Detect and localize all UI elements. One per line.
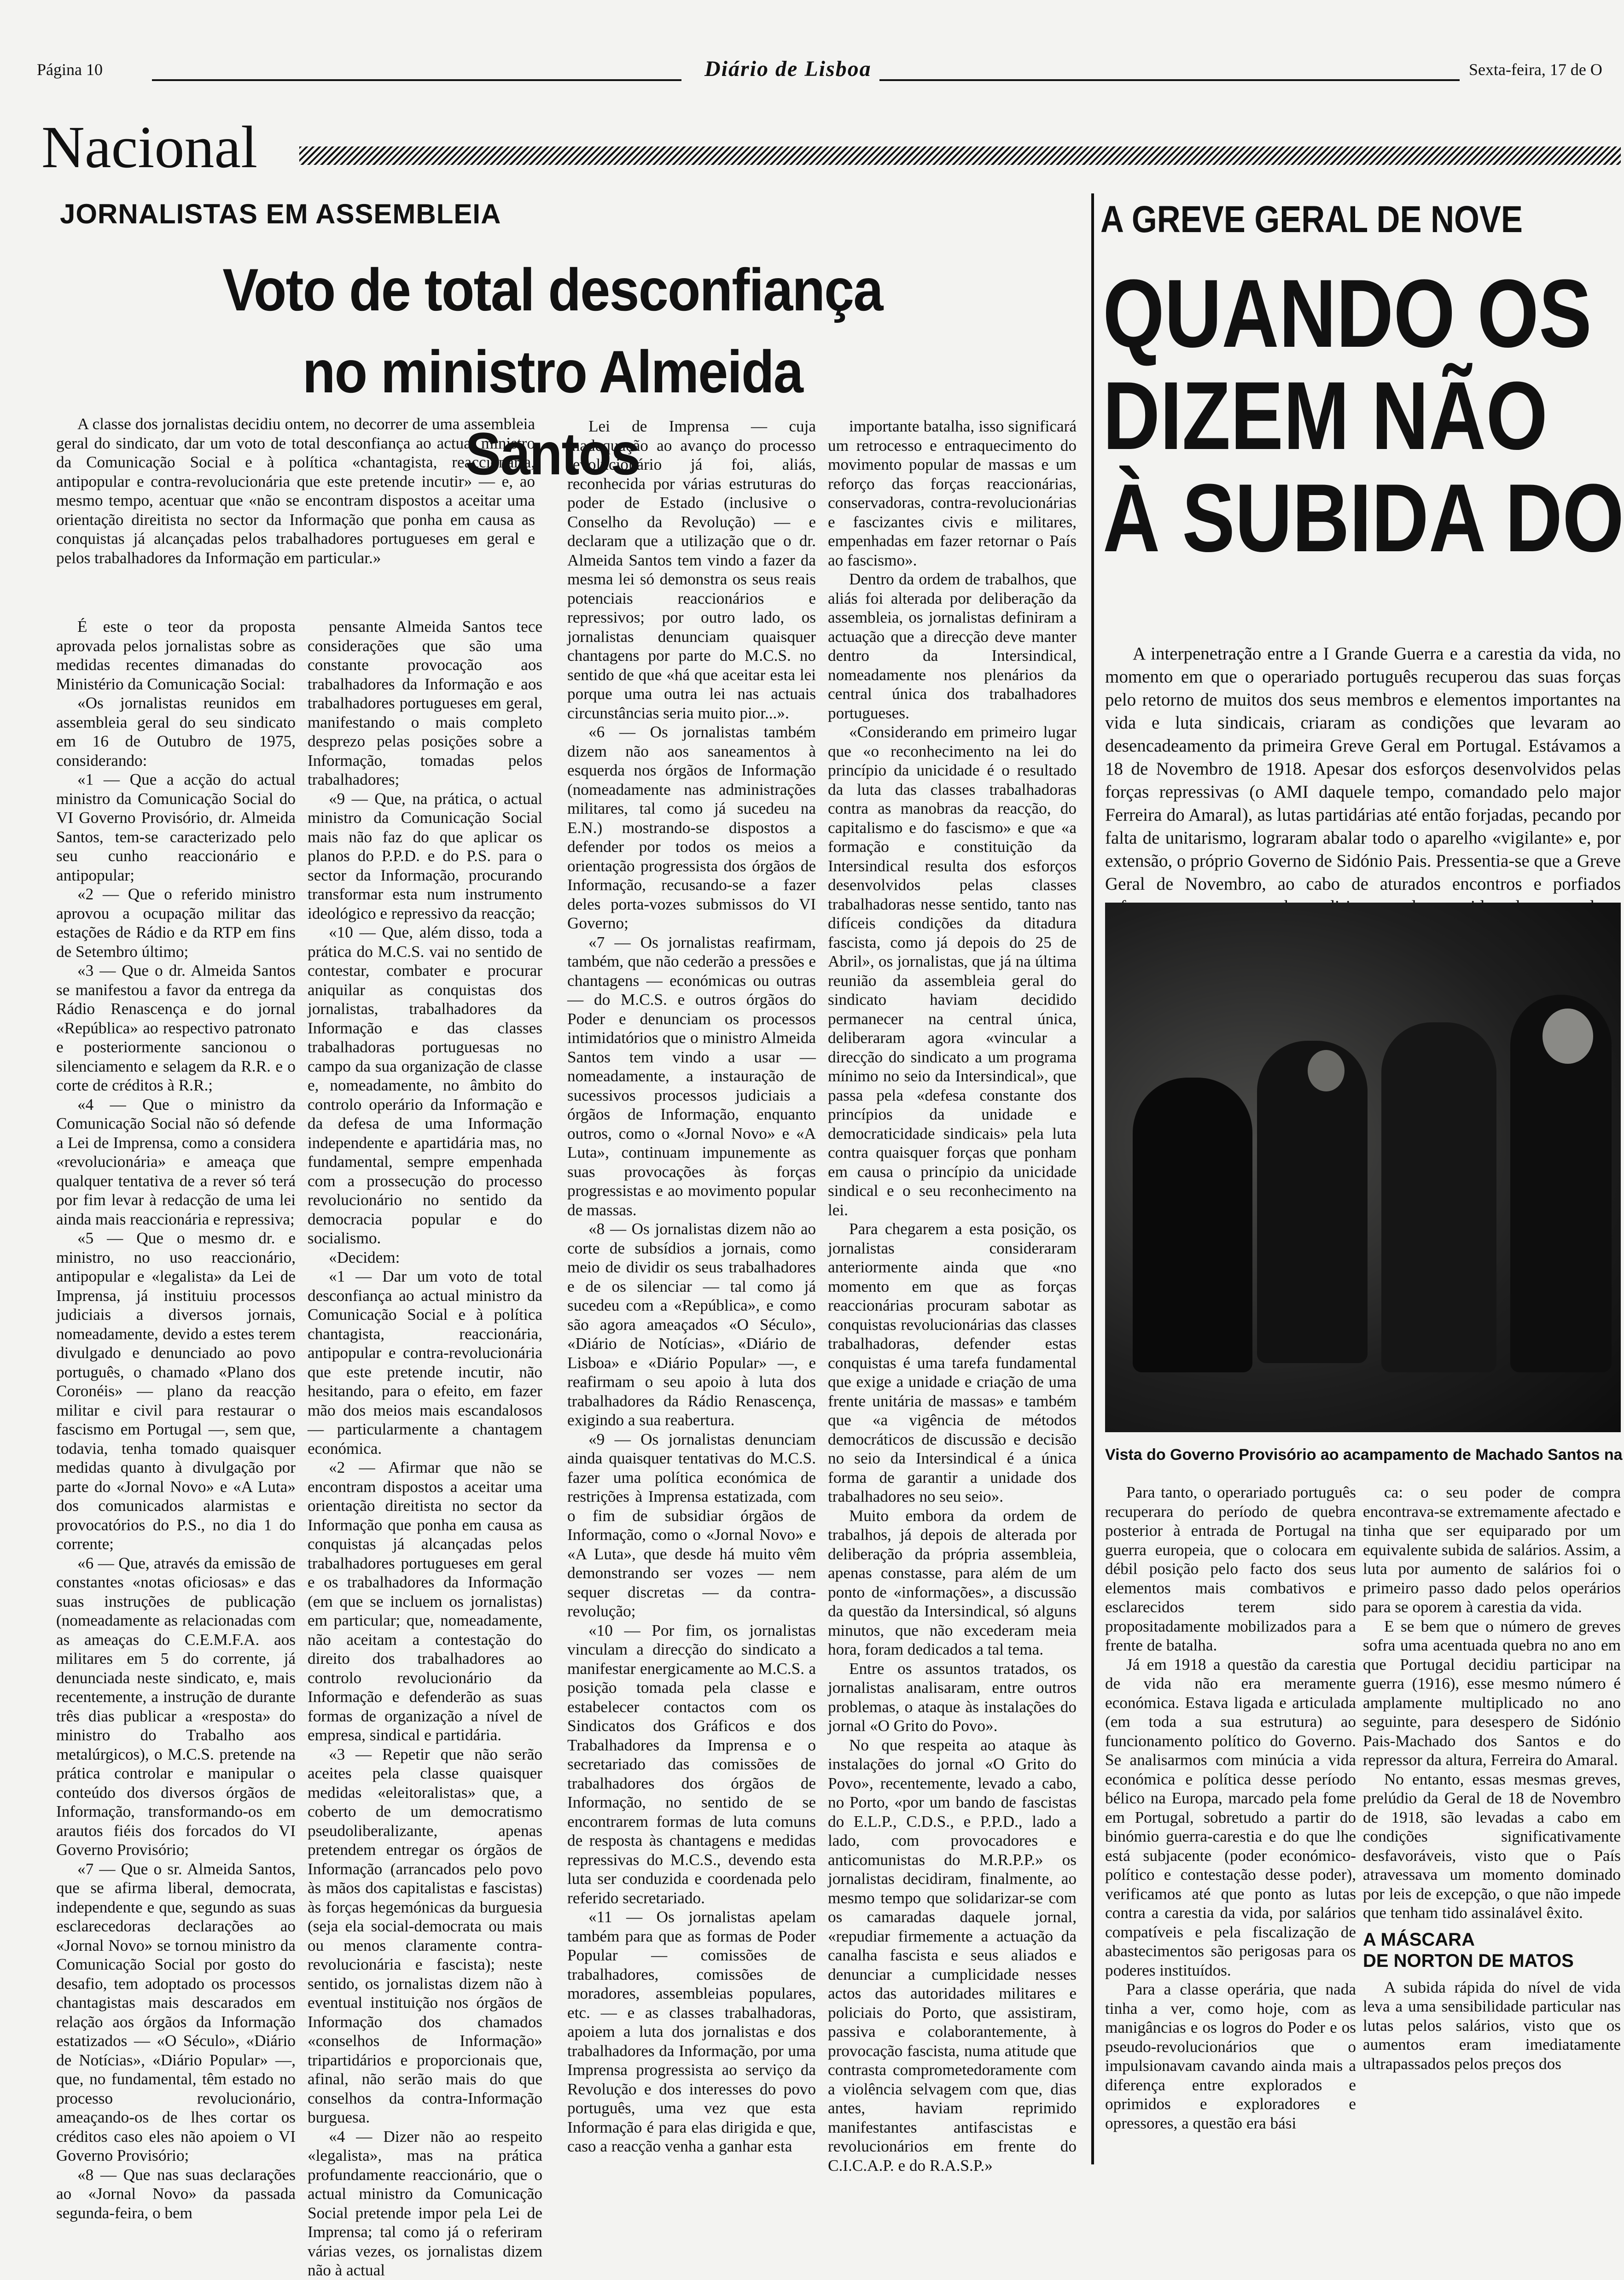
article-paragraph: «8 — Que nas suas declarações ao «Jornal Novo» da passada segunda-feira, o bem xyxy=(56,2165,296,2222)
article-paragraph: Para tanto, o operariado português recuperara do período de quebra posterior à entrada de Portugal na guerra europeia, que o colocara em débil posição pelo facto dos seus elementos mais combativos e esclarecidos terem sido propositadamente mobilizados para a frente de batalha. xyxy=(1105,1483,1356,1654)
right-column-2-body xyxy=(1363,1483,1621,1923)
headline-line-1: Voto de total desconfiança xyxy=(222,256,883,323)
header-rule-right xyxy=(879,79,1460,81)
right-story-headline xyxy=(1103,259,1624,572)
right-story-lead xyxy=(1105,642,1621,894)
historical-photograph xyxy=(1105,903,1621,1432)
article-paragraph: Lei de Imprensa — cuja inadequação ao avanço do processo revolucionário já foi, aliás, reconhecida por várias estruturas do poder de Estado (inclusive o Conselho da Revolução) — e declaram que a utilização que o dr. Almeida Santos tem vindo a fazer da mesma lei só demonstra os seus reais potenciais reaccionários e repressivos; por outro lado, os jornalistas denunciam quaisquer chantagens por parte do M.C.S. no sentido de que «há que aceitar esta lei porque uma outra lei nas actuais circunstâncias seria muito pior...». xyxy=(567,417,816,722)
right-column-2 xyxy=(1363,1483,1621,2155)
article-paragraph: «8 — Os jornalistas dizem não ao corte de subsídios a jornais, como meio de dividir os seus trabalhadores e de os silenciar — tal como já sucedeu com a «República», e como são agora ameaçados «O Século», «Diário de Notícias», «Diário de Lisboa» e «Diário Popular» —, e reafirmam o seu apoio à luta dos trabalhadores da Rádio Renascença, exigindo a sua reabertura. xyxy=(567,1220,816,1429)
subheading-line-2: DE NORTON DE MATOS xyxy=(1363,1950,1574,1971)
right-column-1 xyxy=(1105,1483,1356,2155)
article-paragraph: «4 — Que o ministro da Comunicação Social não só defende a Lei de Imprensa, como a considera «revolucionária» e ameaça que qualquer tentativa de a rever só terá por fim levar à redacção de uma lei ainda mais reaccionária e repressiva; xyxy=(56,1095,296,1228)
article-paragraph: «7 — Os jornalistas reafirmam, também, que não cederão a pressões e chantagens — económicas ou outras — do M.C.S. e outros órgãos do Poder e denunciam os processos intimidatórios que o ministro Almeida Santos tem vindo a usar — nomeadamente, a instauração de sucessivos processos judiciais a órgãos de Informação, enquanto outros, como o «Jornal Novo» e «A Luta», continuam impunemente as suas provocações às forças progressistas e ao movimento popular de massas. xyxy=(567,933,816,1219)
article-paragraph: «Os jornalistas reunidos em assembleia geral do seu sindicato em 16 de Outubro de 1975, considerando: xyxy=(56,694,296,770)
text-column-1 xyxy=(56,617,296,2222)
article-paragraph: «3 — Repetir que não serão aceites pela classe quaisquer medidas «eleitoralistas» que, a coberto de um democratismo pseudoliberalizante, apenas pretendem entregar os órgãos de Informação (arrancados pelo povo às mãos dos capitalistas e fascistas) às forças hegemónicas da burguesia (seja ela social-democrata ou mais ou menos claramente contra-revolucionária e fascista); neste sentido, os jornalistas dizem não à eventual instituição nos órgãos de Informação dos chamados «conselhos de Informação» tripartidários e proporcionais que, afinal, não serão mais do que conselhos da contra-Informação burguesa. xyxy=(308,1745,542,2126)
article-paragraph: «3 — Que o dr. Almeida Santos se manifestou a favor da entrega da Rádio Renascença e do jornal «República» ao respectivo patronato e posteriormente sancionou o silenciamento e selagem da R.R. e o corte de créditos à R.R.; xyxy=(56,962,296,1094)
article-paragraph: Entre os assuntos tratados, os jornalistas analisaram, entre outros problemas, o ataque às instalações do jornal «O Grito do Povo». xyxy=(828,1659,1077,1735)
article-paragraph: «Considerando em primeiro lugar que «o reconhecimento na lei do princípio da unicidade é o resultado da luta das classes trabalhadoras contra as manobras da reacção, do capitalismo e do fascismo» e que «a formação e constituição da Intersindical resulta dos esforços desenvolvidos pelas classes trabalhadoras nesse sentido, tanto nas difíceis condições da ditadura fascista, como já depois do 25 de Abril», os jornalistas, que já na última reunião da assembleia geral do sindicato haviam decidido permanecer na central única, deliberaram agora «vincular a direcção do sindicato a um programa mínimo no seio da Intersindical», que passa pela «defesa constante dos princípios da unidade e democraticidade sindicais» pela luta contra quaisquer forças que ponham em causa o princípio da unicidade sindical e o seu reconhecimento na lei. xyxy=(828,723,1077,1219)
article-paragraph: A subida rápida do nível de vida leva a uma sensibilidade particular nas lutas pelos salários, visto que os aumentos eram imediatamente ultrapassados pelos preços dos xyxy=(1363,1978,1621,2073)
photo-face xyxy=(1543,1009,1593,1064)
article-paragraph: «7 — Que o sr. Almeida Santos, que se afirma liberal, democrata, independente e que, segundo as suas esclarecedoras declarações ao «Jornal Novo» se tornou ministro da Comunicação Social por gosto do desafio, tem adoptado os processos chantagistas mais descarados em relação aos órgãos da Informação estatizados — «O Século», «Diário de Notícias», «Diário Popular» —, que, no fundamental, têm estado no processo revolucionário, ameaçando-os de lhes cortar os créditos caso eles não apoiem o VI Governo Provisório; xyxy=(56,1860,296,2164)
right-story-kicker: A GREVE GERAL DE NOVE xyxy=(1100,198,1523,240)
headline-line-2: no ministro Almeida Santos xyxy=(302,338,803,487)
issue-date: Sexta-feira, 17 de O xyxy=(1469,60,1602,79)
right-headline-line-3: À SUBIDA DO xyxy=(1103,464,1624,572)
subheading xyxy=(1363,1929,1621,1971)
article-paragraph: ca: o seu poder de compra encontrava-se extremamente afectado e tinha que ser equiparado por um equivalente subida de salários. Assim, a luta por aumento de salários foi o primeiro passo dado pelos operários para se oporem à carestia da vida. xyxy=(1363,1483,1621,1616)
article-paragraph: «9 — Que, na prática, o actual ministro da Comunicação Social mais não faz do que aplicar os planos do P.P.D. e do P.S. para o sector da Informação, procurando transformar esta num instrumento ideológico e repressivo da reacção; xyxy=(308,789,542,922)
article-paragraph: «11 — Os jornalistas apelam também para que as formas de Poder Popular — comissões de trabalhadores, comissões de moradores, assembleias populares, etc. — e as classes trabalhadoras, apoiem a luta dos jornalistas e dos trabalhadores da Informação, por uma Imprensa progressista ao serviço da Revolução e dos interesses do povo português, uma vez que esta Informação é para elas dirigida e que, caso a reacção venha a ganhar esta xyxy=(567,1908,816,2155)
article-paragraph: «4 — Dizer não ao respeito «legalista», mas na prática profundamente reaccionário, que o actual ministro da Comunicação Social pretende impor pela Lei de Imprensa; tal como já o referiram várias vezes, os jornalistas dizem não à actual xyxy=(308,2127,542,2279)
column-divider xyxy=(1091,193,1094,2164)
subheading-line-1: A MÁSCARA xyxy=(1363,1929,1475,1950)
article-paragraph: «10 — Que, além disso, toda a prática do M.C.S. vai no sentido de contestar, combater e procurar aniquilar as conquistas dos jornalistas, trabalhadores da Informação e das classes trabalhadoras portuguesas no campo da sua organização de classe e, nomeadamente, no âmbito do controlo operário da Informação e da defesa de uma Informação independente e apartidária mas, no fundamental, sempre empenhada com a prossecução do processo revolucionário no sentido da democracia popular e do socialismo. xyxy=(308,923,542,1247)
article-paragraph: Já em 1918 a questão da carestia de vida não era meramente económica. Estava ligada e articulada (em toda a sua estrutura) ao funcionamento político do Governo. Se analisarmos com minúcia a vida económica e política desse período bélico na Europa, marcado pela fome em Portugal, sobretudo a partir do binómio guerra-carestia e do que lhe está subjacente (poder económico-político e contestação desse poder), verificamos até que ponto as lutas contra a carestia da vida, por salários compatíveis e pela fiscalização de abastecimentos são perigosas para os poderes instituídos. xyxy=(1105,1655,1356,1979)
photo-caption: Vista do Governo Provisório ao acampamento de Machado Santos na xyxy=(1105,1446,1623,1464)
photo-figure-1 xyxy=(1133,1078,1252,1372)
article-paragraph: «9 — Os jornalistas denunciam ainda quaisquer tentativas do M.C.S. fazer uma política económica de restrições à Imprensa estatizada, com o fim de subsidiar órgãos de Informação, como o «Jornal Novo» e «A Luta», que desde há muito vêm demonstrando ser vozes — nem sequer discretas — da contra-revolução; xyxy=(567,1430,816,1620)
story-lead xyxy=(56,414,535,612)
photo-face xyxy=(1308,1050,1345,1091)
article-paragraph: «1 — Dar um voto de total desconfiança ao actual ministro da Comunicação Social e à política chantagista, reaccionária, antipopular e contra-revolucionária que este pretende incutir, não hesitando, para o efeito, em fazer mão dos meios mais escandalosos — particularmente a chantagem económica. xyxy=(308,1267,542,1458)
article-paragraph: importante batalha, isso significará um retrocesso e entraquecimento do movimento popular de massas e um reforço das forças reaccionárias, conservadoras, contra-revolucionárias e fascizantes civis e militares, empenhadas em fazer retornar o País ao fascismo». xyxy=(828,417,1077,569)
article-paragraph: «10 — Por fim, os jornalistas vinculam a direcção do sindicato a manifestar energicamente ao M.C.S. a posição tomada pela classe e estabelecer contactos com os Sindicatos dos Gráficos e dos Trabalhadores da Imprensa e o secretariado das comissões de trabalhadores dos órgãos de Informação, no sentido de se encontrarem formas de luta comuns de resposta às chantagens e medidas repressivas do M.C.S., devendo esta luta ser conduzida e coordenada pelo referido secretariado. xyxy=(567,1621,816,1907)
article-paragraph: «1 — Que a acção do actual ministro da Comunicação Social do VI Governo Provisório, dr. Almeida Santos, tem-se caracterizado pelo seu cunho reaccionário e antipopular; xyxy=(56,770,296,884)
article-paragraph: «2 — Afirmar que não se encontram dispostos a aceitar uma orientação direitista no sector da Informação que ponha em causa as conquistas já alcançadas pelos trabalhadores portugueses em geral e os trabalhadores da Informação (em que se incluem os jornalistas) em particular; que, nomeadamente, não aceitam a contestação do direito dos trabalhadores ao controlo revolucionário da Informação e defenderão as suas formas de organização a nível de empresa, sindical e partidária. xyxy=(308,1458,542,1744)
newspaper-name: Diário de Lisboa xyxy=(704,57,872,81)
article-paragraph: No entanto, essas mesmas greves, prelúdio da Geral de 18 de Novembro de 1918, são levadas a cabo em condições significativamente desfavoráveis, visto que o País atravessava um momento dominado por leis de excepção, o que não impede que tenham tido assinalável êxito. xyxy=(1363,1770,1621,1922)
article-paragraph: pensante Almeida Santos tece considerações que são uma constante provocação aos trabalhadores da Informação e aos trabalhadores portugueses em geral, manifestando o mais completo desprezo pelas posições sobre a Informação, tomadas pelos trabalhadores; xyxy=(308,618,542,788)
text-column-3 xyxy=(567,417,816,2158)
section-hatch-bar xyxy=(299,146,1621,165)
article-paragraph: Para chegarem a esta posição, os jornalistas consideraram anteriormente ainda que «no momento em que as forças reaccionárias procuram sabotar as conquistas revolucionárias das classes trabalhadoras, defender estas conquistas é uma tarefa fundamental que exige a unidade e criação de uma frente unitária de massas» e também que «a vigência de métodos democráticos de discussão e decisão no seio da Intersindical é a única forma de garantir a unidade dos trabalhadores no seu seio». xyxy=(828,1220,1077,1505)
photo-figure-3 xyxy=(1381,1022,1496,1372)
lead-paragraph: A classe dos jornalistas decidiu ontem, no decorrer de uma assembleia geral do sindicato, dar um voto de total desconfiança ao actual ministro da Comunicação Social e à política «chantagista, reaccionária, antipopular e contra-revolucionária que este pretende incutir» — e, ao mesmo tempo, acentuar que «não se encontram dispostos a aceitar uma orientação direitista no sector da Informação que ponha em causa as conquistas já alcançadas pelos trabalhadores portugueses em geral e pelos trabalhadores da Informação em particular.» xyxy=(56,415,535,567)
article-paragraph: É este o teor da proposta aprovada pelos jornalistas sobre as medidas recentes dimanadas do Ministério da Comunicação Social: xyxy=(56,618,296,693)
article-paragraph: Para a classe operária, que nada tinha a ver, como hoje, com as manigâncias e os logros do Poder e os pseudo-revolucionários que o impulsionavam cavando ainda mais a diferença entre explorados e oprimidos e exploradores e opressores, a questão era bási xyxy=(1105,1980,1356,2132)
photo-figure-2 xyxy=(1257,1041,1368,1363)
section-title: Nacional xyxy=(41,114,258,181)
article-paragraph: «5 — Que o mesmo dr. e ministro, no uso reaccionário, antipopular e «legalista» da Lei de Imprensa, já instituiu processos judiciais a diversos jornais, nomeadamente, devido a estes terem divulgado e denunciado ao povo português, o chamado «Plano dos Coronéis» — plano da reacção militar e civil para restaurar o fascismo em Portugal —, sem que, todavia, tenha tomado quaisquer medidas quanto à divulgação por parte do «Jornal Novo» e «A Luta» dos comunicados alarmistas e provocatórios do P.S., no dia 1 do corrente; xyxy=(56,1229,296,1553)
right-lead-paragraph: A interpenetração entre a I Grande Guerra e a carestia da vida, no momento em que o operariado português recuperou das suas forças pelo retorno de muitos dos seus membros e elementos importantes na vida e luta sindicais, criaram as condições que levaram ao desencadeamento da primeira Greve Geral em Portugal. Estávamos a 18 de Novembro de 1918. Apesar dos esforços desenvolvidos pelas forças repressivas (o AMI daquele tempo, comandado pelo major Ferreira do Amaral), as lutas partidárias até então forjadas, pecando por falta de unitarismo, lograram abalar todo o aparelho «vigilante» e, por extensão, o próprio Governo de Sidónio Pais. Pressentia-se que a Greve Geral de Novembro, ao cabo de aturados encontros e porfiados xyxy=(1105,644,1621,894)
article-paragraph: «6 — Que, através da emissão de constantes «notas oficiosas» e das suas instruções de publicação (nomeadamente as relacionadas com as ameaças do C.E.M.F.A. aos militares em 5 do corrente, já denunciada neste sindicato, e, mais recentemente, a instrução de durante três dias publicar a «resposta» do ministro do Trabalho aos metalúrgicos), o M.C.S. pretende na prática controlar e manipular o conteúdo dos diversos órgãos de Informação, transformando-os em arautos fiéis dos forcados do VI Governo Provisório; xyxy=(56,1554,296,1859)
story-kicker: JORNALISTAS EM ASSEMBLEIA xyxy=(60,198,501,229)
article-paragraph: Dentro da ordem de trabalhos, que aliás foi alterada por deliberação da assembleia, os jornalistas definiram a actuação que a direcção deve manter dentro da Intersindical, nomeadamente nos plenários da central única dos trabalhadores portugueses. xyxy=(828,570,1077,722)
article-paragraph: «2 — Que o referido ministro aprovou a ocupação militar das estações de Rádio e da RTP em fins de Setembro último; xyxy=(56,885,296,961)
page-number: Página 10 xyxy=(37,60,103,79)
right-headline-line-1: QUANDO OS xyxy=(1103,259,1592,367)
article-paragraph: «Decidem: xyxy=(329,1248,400,1266)
article-paragraph: No que respeita ao ataque às instalações do jornal «O Grito do Povo», recentemente, levado a cabo, no Porto, «por um bando de fascistas do E.L.P., C.D.S., e P.P.D., lado a lado, com provocadores e anticomunistas do M.R.P.P.» os jornalistas decidiram, finalmente, ao mesmo tempo que solidarizar-se com os camaradas daquele jornal, «repudiar firmemente a actuação da canalha fascista e seus aliados e denunciar a cumplicidade nesses actos das autoridades militares e policiais do Porto, que assistiram, passiva e colaborantemente, à provocação fascista, numa atitude que contrasta comprometedoramente com a violência selvagem com que, dias antes, haviam reprimido manifestantes antifascistas e revolucionários em frente do C.I.C.A.P. e do R.A.S.P.» xyxy=(828,1736,1077,2175)
article-paragraph: «6 — Os jornalistas também dizem não aos saneamentos à esquerda nos órgãos de Informação (nomeadamente nas administrações militares, tal como já sucedeu na E.N.) mostrando-se dispostos a defender por todos os meios a orientação progressista dos órgãos de Informação, recusando-se a fazer deles porta-vozes submissos do VI Governo; xyxy=(567,723,816,932)
article-paragraph: E se bem que o número de greves sofra uma acentuada quebra no ano em que Portugal decidiu participar na guerra (1916), esse mesmo número é amplamente multiplicado no ano seguinte, para desespero de Sidónio Pais-Machado dos Santos e do repressor da altura, Ferreira do Amaral. xyxy=(1363,1617,1621,1769)
right-headline-line-2: DIZEM NÃO xyxy=(1103,362,1548,470)
text-column-4 xyxy=(828,417,1077,2175)
text-column-2 xyxy=(308,617,542,2279)
header-rule-left xyxy=(152,79,681,81)
article-paragraph: Muito embora da ordem de trabalhos, já depois de alterada por deliberação da própria assembleia, apenas constasse, para além de um ponto de «informações», a discussão da questão da Intersindical, só alguns minutos, que não excederam meia hora, foram dedicados a tal tema. xyxy=(828,1506,1077,1658)
